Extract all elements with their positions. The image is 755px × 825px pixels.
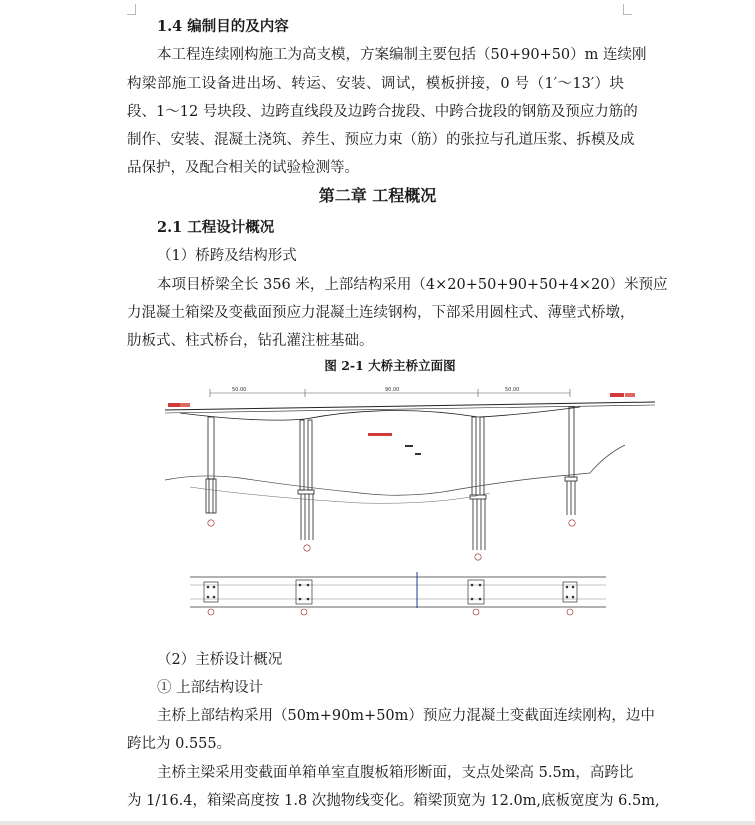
figure-caption: 图 2-1 大桥主桥立面图 <box>324 358 456 373</box>
paragraph-line: 制作、安装、混凝土浇筑、养生、预应力束（筋）的张拉与孔道压浆、拆模及成 <box>127 132 635 148</box>
bridge-elevation-drawing <box>160 375 660 565</box>
paragraph-line: 段、1～12 号块段、边跨直线段及边跨合拢段、中跨合拢段的钢筋及预应力筋的 <box>127 104 638 120</box>
span-dim-label: 90.00 <box>385 387 400 393</box>
paragraph-line: 主桥上部结构采用（50m+90m+50m）预应力混凝土变截面连续刚构，边中 <box>157 708 655 724</box>
pier-number-circle <box>304 545 310 551</box>
span-dim-label: 50.00 <box>505 387 520 393</box>
paragraph-line: 本工程连续刚构施工为高支模，方案编制主要包括（50+90+50）m 连续刚 <box>157 47 647 63</box>
pier-number-circle <box>475 554 481 560</box>
subheading: （2）主桥设计概况 <box>157 652 283 668</box>
pier-number-circle <box>569 520 575 526</box>
water-level-mark <box>368 433 392 436</box>
page-corner-mark-right <box>623 4 632 15</box>
pile-cap <box>296 580 312 604</box>
pier-number-circle <box>208 520 214 526</box>
chapter-title: 第二章 工程概况 <box>318 186 437 205</box>
pier-6 <box>470 417 486 550</box>
level-marker <box>180 403 190 407</box>
pier-7 <box>565 407 577 515</box>
paragraph-line: 本项目桥梁全长 356 米，上部结构采用（4×20+50+90+50+4×20）米预应 <box>157 277 668 293</box>
pier-5 <box>298 420 314 540</box>
section-heading-2-1: 2.1 工程设计概况 <box>157 219 275 236</box>
pier-number-circle <box>473 609 479 615</box>
page-corner-mark-left <box>127 4 136 15</box>
paragraph-line: 构梁部施工设备进出场、转运、安装、调试，模板拼接，0 号（1′～13′）块 <box>127 76 624 92</box>
pier-4 <box>206 417 216 513</box>
paragraph-line: 跨比为 0.555。 <box>127 736 232 752</box>
pile-cap <box>468 580 484 604</box>
level-marker <box>610 393 624 397</box>
ground-line-lower <box>190 487 490 503</box>
paragraph-line: 肋板式、柱式桥台，钻孔灌注桩基础。 <box>127 333 374 349</box>
pier-number-circle <box>567 609 573 615</box>
level-marker <box>168 403 180 407</box>
span-dim-label: 50.00 <box>232 387 247 393</box>
pier-number-circle <box>208 609 214 615</box>
paragraph-line: 品保护，及配合相关的试验检测等。 <box>127 160 359 176</box>
paragraph-line: 主桥主梁采用变截面单箱单室直腹板箱形断面，支点处梁高 5.5m，高跨比 <box>157 765 634 781</box>
subheading: ① 上部结构设计 <box>157 680 264 696</box>
page-bottom-edge <box>0 821 755 825</box>
section-heading-1-4: 1.4 编制目的及内容 <box>157 18 289 35</box>
paragraph-line: 为 1/16.4，箱梁高度按 1.8 次抛物线变化。箱梁顶宽为 12.0m,底板宽度为 6.5m, <box>127 793 660 809</box>
pier-number-circle <box>301 609 307 615</box>
subheading: （1）桥跨及结构形式 <box>157 248 297 264</box>
bridge-plan-drawing <box>190 572 610 618</box>
ground-line <box>165 445 625 495</box>
paragraph-line: 力混凝土箱梁及变截面预应力混凝土连续钢构，下部采用圆柱式、薄壁式桥墩， <box>127 305 635 321</box>
level-marker <box>625 393 635 397</box>
